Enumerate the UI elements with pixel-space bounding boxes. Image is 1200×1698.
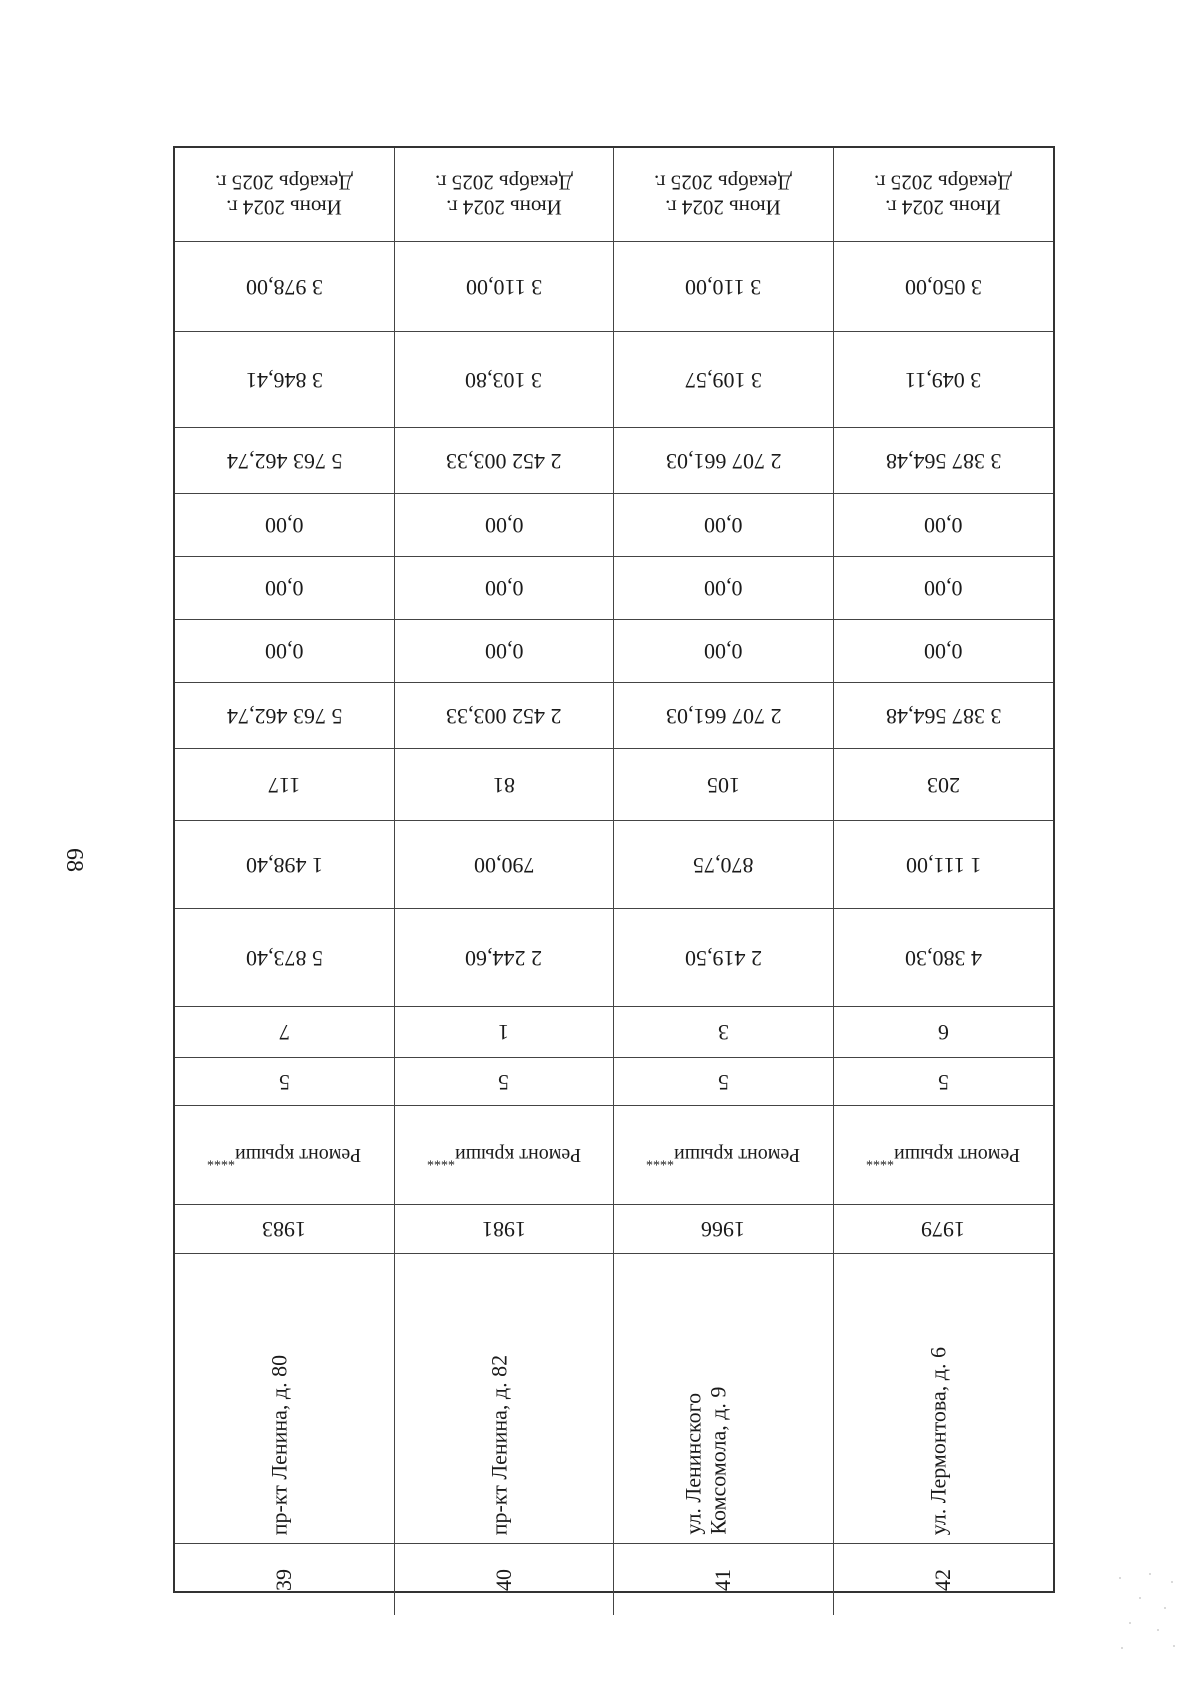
period-text bbox=[654, 169, 792, 219]
value-cost-fund-1: 0,00 bbox=[265, 639, 304, 664]
cell-address bbox=[614, 1254, 834, 1544]
work-type-label: Ремонт крыши bbox=[894, 1143, 1021, 1166]
value-residents: 117 bbox=[268, 772, 301, 798]
cell-address bbox=[834, 1254, 1054, 1544]
value-unit-cost-limit: 3 110,00 bbox=[465, 274, 542, 300]
cell-work bbox=[834, 1106, 1054, 1205]
value-residents: 203 bbox=[926, 772, 960, 798]
cell-period bbox=[614, 148, 834, 242]
value-entrances: 6 bbox=[937, 1020, 949, 1045]
value-cost-fund-1: 0,00 bbox=[924, 639, 963, 664]
cell-area-living bbox=[175, 821, 395, 909]
cell-cost-total bbox=[175, 683, 395, 749]
address-line: ул. Ленинского bbox=[680, 1393, 706, 1535]
value-cost-owners: 5 763 462,74 bbox=[226, 448, 342, 474]
roof-repair-table bbox=[173, 146, 1055, 1593]
value-cost-total: 3 387 564,48 bbox=[885, 703, 1001, 729]
address-text bbox=[486, 1355, 511, 1535]
value-cost-owners: 2 452 003,33 bbox=[446, 448, 562, 474]
value-cost-fund-1: 0,00 bbox=[704, 639, 743, 664]
page-number: 68 bbox=[61, 848, 87, 872]
work-type-text bbox=[866, 1143, 1020, 1168]
period-line: Июнь 2024 г. bbox=[885, 195, 1002, 220]
cell-year bbox=[175, 1205, 395, 1254]
value-year: 1983 bbox=[262, 1217, 307, 1242]
value-unit-cost: 3 103,80 bbox=[465, 367, 543, 393]
cell-area-living bbox=[395, 821, 615, 909]
value-cost-owners: 3 387 564,48 bbox=[885, 448, 1001, 474]
period-line: Декабрь 2025 г. bbox=[215, 170, 354, 195]
value-cost-total: 2 452 003,33 bbox=[446, 703, 562, 729]
value-cost-owners: 2 707 661,03 bbox=[665, 448, 781, 474]
work-type-label: Ремонт крыши bbox=[454, 1143, 581, 1166]
row-number: 41 bbox=[710, 1568, 736, 1591]
value-unit-cost-limit: 3 050,00 bbox=[904, 274, 982, 300]
cell-area-living bbox=[834, 821, 1054, 909]
cell-period bbox=[395, 148, 615, 242]
cell-unit-cost-limit bbox=[834, 242, 1054, 332]
cell-cost-fund-2 bbox=[614, 557, 834, 620]
value-year: 1966 bbox=[701, 1217, 746, 1242]
value-cost-fund-3: 0,00 bbox=[265, 513, 304, 538]
cell-unit-cost bbox=[834, 332, 1054, 428]
value-unit-cost-limit: 3 978,00 bbox=[245, 274, 323, 300]
cell-cost-owners bbox=[175, 428, 395, 494]
value-residents: 105 bbox=[706, 772, 740, 798]
period-text bbox=[874, 169, 1012, 219]
value-entrances: 3 bbox=[717, 1020, 729, 1045]
footnote-marks: **** bbox=[866, 1152, 895, 1168]
period-line: Декабрь 2025 г. bbox=[434, 170, 573, 195]
value-year: 1979 bbox=[921, 1217, 966, 1242]
cell-cost-fund-1 bbox=[175, 620, 395, 683]
row-number: 42 bbox=[930, 1568, 956, 1591]
value-unit-cost: 3 846,41 bbox=[245, 367, 323, 393]
cell-work bbox=[614, 1106, 834, 1205]
cell-work bbox=[395, 1106, 615, 1205]
cell-no bbox=[395, 1544, 615, 1615]
cell-no bbox=[175, 1544, 395, 1615]
value-cost-total: 2 707 661,03 bbox=[665, 703, 781, 729]
value-cost-fund-1: 0,00 bbox=[484, 639, 523, 664]
cell-entrances bbox=[614, 1007, 834, 1058]
value-cost-fund-2: 0,00 bbox=[484, 576, 523, 601]
value-floors: 5 bbox=[937, 1069, 949, 1095]
value-floors: 5 bbox=[498, 1069, 510, 1095]
value-cost-total: 5 763 462,74 bbox=[226, 703, 342, 729]
cell-cost-fund-3 bbox=[395, 494, 615, 557]
value-cost-fund-3: 0,00 bbox=[704, 513, 743, 538]
cell-residents bbox=[614, 749, 834, 821]
cell-year bbox=[834, 1205, 1054, 1254]
cell-area-living bbox=[614, 821, 834, 909]
value-area-total: 5 873,40 bbox=[245, 945, 323, 971]
period-text bbox=[215, 169, 353, 219]
period-line: Июнь 2024 г. bbox=[226, 195, 343, 220]
cell-floors bbox=[175, 1058, 395, 1106]
cell-cost-fund-3 bbox=[834, 494, 1054, 557]
value-unit-cost: 3 049,11 bbox=[905, 367, 982, 393]
cell-cost-owners bbox=[395, 428, 615, 494]
footnote-marks: **** bbox=[207, 1152, 236, 1168]
period-text bbox=[435, 169, 573, 219]
cell-cost-fund-3 bbox=[175, 494, 395, 557]
address-text bbox=[267, 1355, 292, 1535]
value-year: 1981 bbox=[481, 1217, 526, 1242]
cell-unit-cost bbox=[175, 332, 395, 428]
cell-area-total bbox=[834, 909, 1054, 1007]
cell-unit-cost bbox=[395, 332, 615, 428]
cell-cost-fund-1 bbox=[614, 620, 834, 683]
period-line: Декабрь 2025 г. bbox=[654, 170, 793, 195]
cell-period bbox=[175, 148, 395, 242]
work-type-text bbox=[646, 1143, 800, 1168]
value-cost-fund-3: 0,00 bbox=[484, 513, 523, 538]
value-floors: 5 bbox=[278, 1069, 290, 1095]
cell-floors bbox=[834, 1058, 1054, 1106]
cell-address bbox=[395, 1254, 615, 1544]
period-line: Июнь 2024 г. bbox=[445, 195, 562, 220]
cell-cost-owners bbox=[614, 428, 834, 494]
row-number: 40 bbox=[490, 1568, 516, 1591]
cell-cost-total bbox=[834, 683, 1054, 749]
cell-cost-fund-1 bbox=[834, 620, 1054, 683]
value-floors: 5 bbox=[717, 1069, 729, 1095]
cell-cost-total bbox=[614, 683, 834, 749]
cell-cost-fund-1 bbox=[395, 620, 615, 683]
value-area-living: 790,00 bbox=[473, 852, 534, 878]
value-cost-fund-3: 0,00 bbox=[924, 513, 963, 538]
address-line: Комсомола, д. 9 bbox=[705, 1387, 731, 1535]
value-entrances: 7 bbox=[278, 1020, 290, 1045]
cell-no bbox=[614, 1544, 834, 1615]
footnote-marks: **** bbox=[646, 1152, 675, 1168]
period-line: Июнь 2024 г. bbox=[665, 195, 782, 220]
cell-unit-cost bbox=[614, 332, 834, 428]
value-cost-fund-2: 0,00 bbox=[924, 576, 963, 601]
cell-period bbox=[834, 148, 1054, 242]
cell-unit-cost-limit bbox=[175, 242, 395, 332]
work-type-text bbox=[427, 1143, 581, 1168]
cell-unit-cost-limit bbox=[395, 242, 615, 332]
cell-cost-owners bbox=[834, 428, 1054, 494]
value-unit-cost-limit: 3 110,00 bbox=[685, 274, 762, 300]
address-text bbox=[926, 1347, 951, 1535]
cell-area-total bbox=[175, 909, 395, 1007]
cell-cost-fund-2 bbox=[395, 557, 615, 620]
address-line: пр-кт Ленина, д. 82 bbox=[486, 1354, 512, 1535]
cell-year bbox=[614, 1205, 834, 1254]
cell-area-total bbox=[614, 909, 834, 1007]
cell-no bbox=[834, 1544, 1054, 1615]
value-residents: 81 bbox=[492, 772, 515, 798]
work-type-label: Ремонт крыши bbox=[674, 1143, 801, 1166]
value-area-living: 870,75 bbox=[693, 852, 754, 878]
cell-entrances bbox=[175, 1007, 395, 1058]
footnote-marks: **** bbox=[426, 1152, 455, 1168]
cell-residents bbox=[395, 749, 615, 821]
cell-floors bbox=[395, 1058, 615, 1106]
value-cost-fund-2: 0,00 bbox=[265, 576, 304, 601]
cell-residents bbox=[175, 749, 395, 821]
row-number: 39 bbox=[271, 1568, 297, 1591]
cell-floors bbox=[614, 1058, 834, 1106]
cell-area-total bbox=[395, 909, 615, 1007]
value-cost-fund-2: 0,00 bbox=[704, 576, 743, 601]
scan-speckle bbox=[1110, 1568, 1180, 1658]
value-area-total: 2 244,60 bbox=[465, 945, 543, 971]
value-entrances: 1 bbox=[498, 1020, 510, 1045]
address-line: ул. Лермонтова, д. 6 bbox=[925, 1346, 951, 1535]
cell-work bbox=[175, 1106, 395, 1205]
cell-cost-fund-2 bbox=[834, 557, 1054, 620]
address-text bbox=[681, 1387, 732, 1535]
cell-unit-cost-limit bbox=[614, 242, 834, 332]
value-area-living: 1 111,00 bbox=[905, 852, 981, 878]
value-area-total: 2 419,50 bbox=[684, 945, 762, 971]
work-type-label: Ремонт крыши bbox=[235, 1143, 362, 1166]
address-line: пр-кт Ленина, д. 80 bbox=[266, 1354, 292, 1535]
cell-address bbox=[175, 1254, 395, 1544]
cell-cost-fund-3 bbox=[614, 494, 834, 557]
work-type-text bbox=[207, 1143, 361, 1168]
value-unit-cost: 3 109,57 bbox=[684, 367, 762, 393]
cell-entrances bbox=[395, 1007, 615, 1058]
cell-residents bbox=[834, 749, 1054, 821]
period-line: Декабрь 2025 г. bbox=[874, 170, 1013, 195]
cell-cost-total bbox=[395, 683, 615, 749]
cell-entrances bbox=[834, 1007, 1054, 1058]
value-area-living: 1 498,40 bbox=[245, 852, 323, 878]
cell-year bbox=[395, 1205, 615, 1254]
value-area-total: 4 380,30 bbox=[904, 945, 982, 971]
cell-cost-fund-2 bbox=[175, 557, 395, 620]
